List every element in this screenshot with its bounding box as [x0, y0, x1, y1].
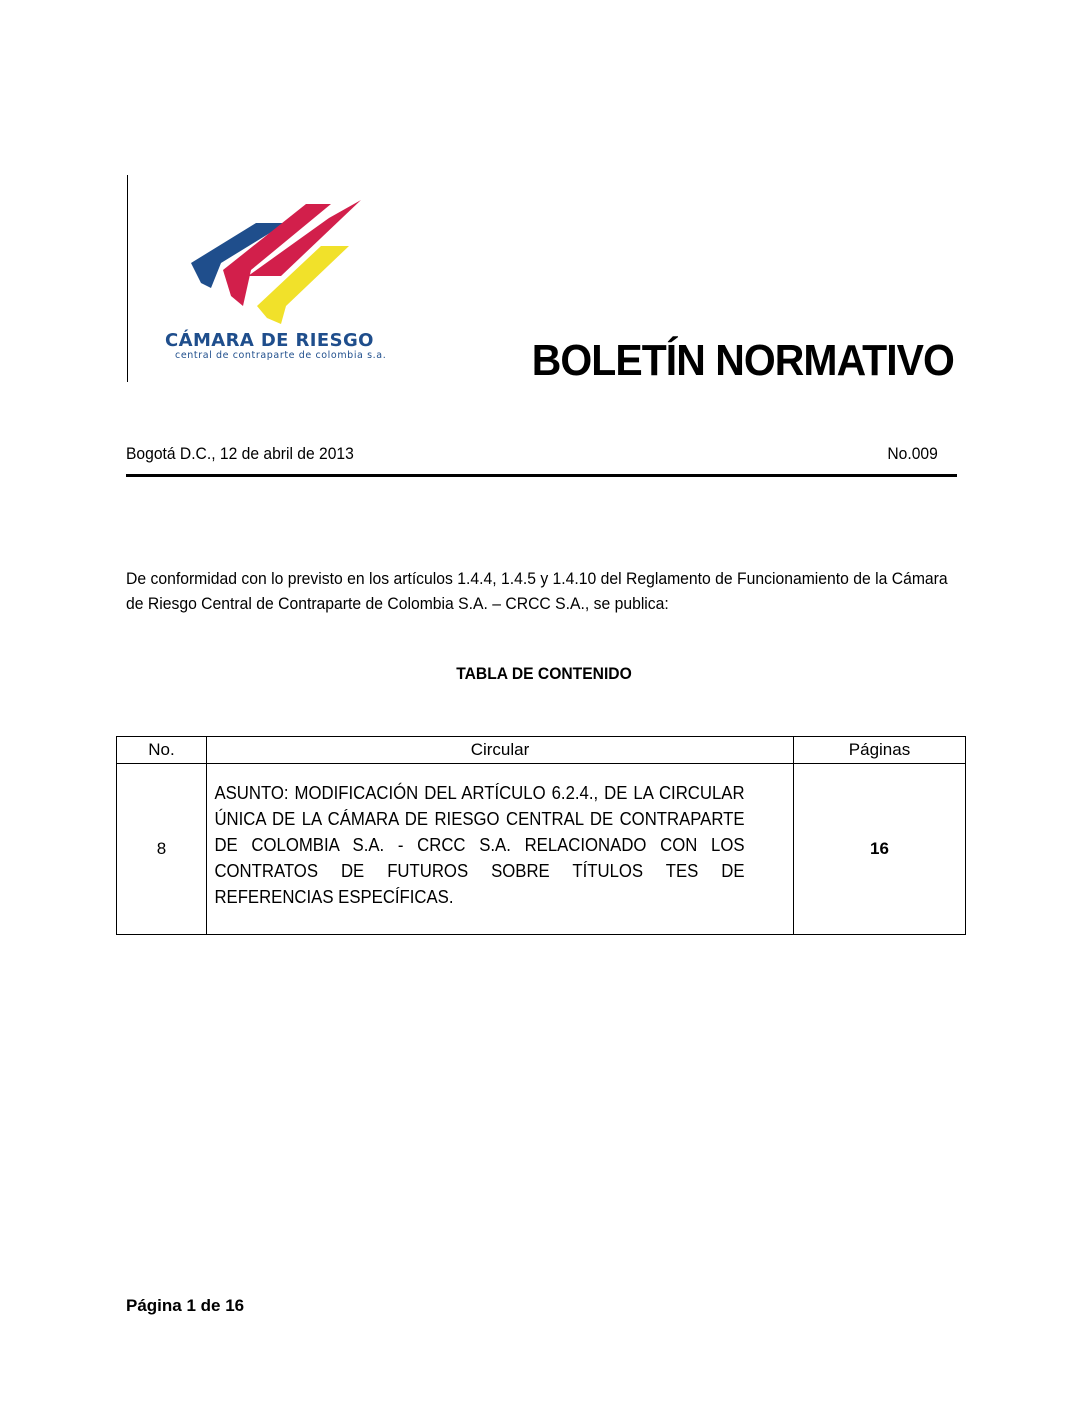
toc-table — [116, 736, 966, 935]
logo-subtitle: central de contraparte de colombia s.a. — [175, 350, 387, 361]
company-logo — [131, 178, 421, 383]
toc-header-no: No. — [117, 737, 207, 764]
header-rule — [126, 474, 957, 477]
toc-title: TABLA DE CONTENIDO — [456, 664, 632, 683]
document-title: BOLETÍN NORMATIVO — [531, 336, 954, 385]
table-row — [117, 764, 966, 935]
logo-title: CÁMARA DE RIESGO — [165, 330, 374, 351]
bulletin-number: No.009 — [887, 444, 938, 463]
intro-paragraph: De conformidad con lo previsto en los artículos 1.4.4, 1.4.5 y 1.4.10 del Reglamento de Funcionamiento de la Cámara de Riesgo Central de Contraparte de Colombia S.A. – CRCC S.A., se publica: — [126, 569, 948, 613]
toc-row-circular-text: ASUNTO: MODIFICACIÓN DEL ARTÍCULO 6.2.4., DE LA CIRCULAR ÚNICA DE LA CÁMARA DE RIESGO CENTRAL DE CONTRAPARTE DE COLOMBIA S.A. - CRCC S.A. RELACIONADO CON LOS CONTRATOS DE FUTUROS SOBRE TÍTULOS TES DE REFERENCIAS ESPECÍFICAS. — [214, 783, 745, 907]
logo-stripes-icon — [131, 178, 421, 328]
toc-row-no: 8 — [117, 764, 207, 935]
toc-row-circular — [207, 764, 794, 935]
page-footer: Página 1 de 16 — [126, 1296, 245, 1315]
dateline: Bogotá D.C., 12 de abril de 2013 — [126, 444, 354, 463]
toc-header-circular: Circular — [207, 737, 794, 764]
toc-row-pages: 16 — [794, 764, 966, 935]
toc-header-pages: Páginas — [794, 737, 966, 764]
toc-header-row — [117, 737, 966, 764]
logo-divider — [127, 175, 128, 382]
